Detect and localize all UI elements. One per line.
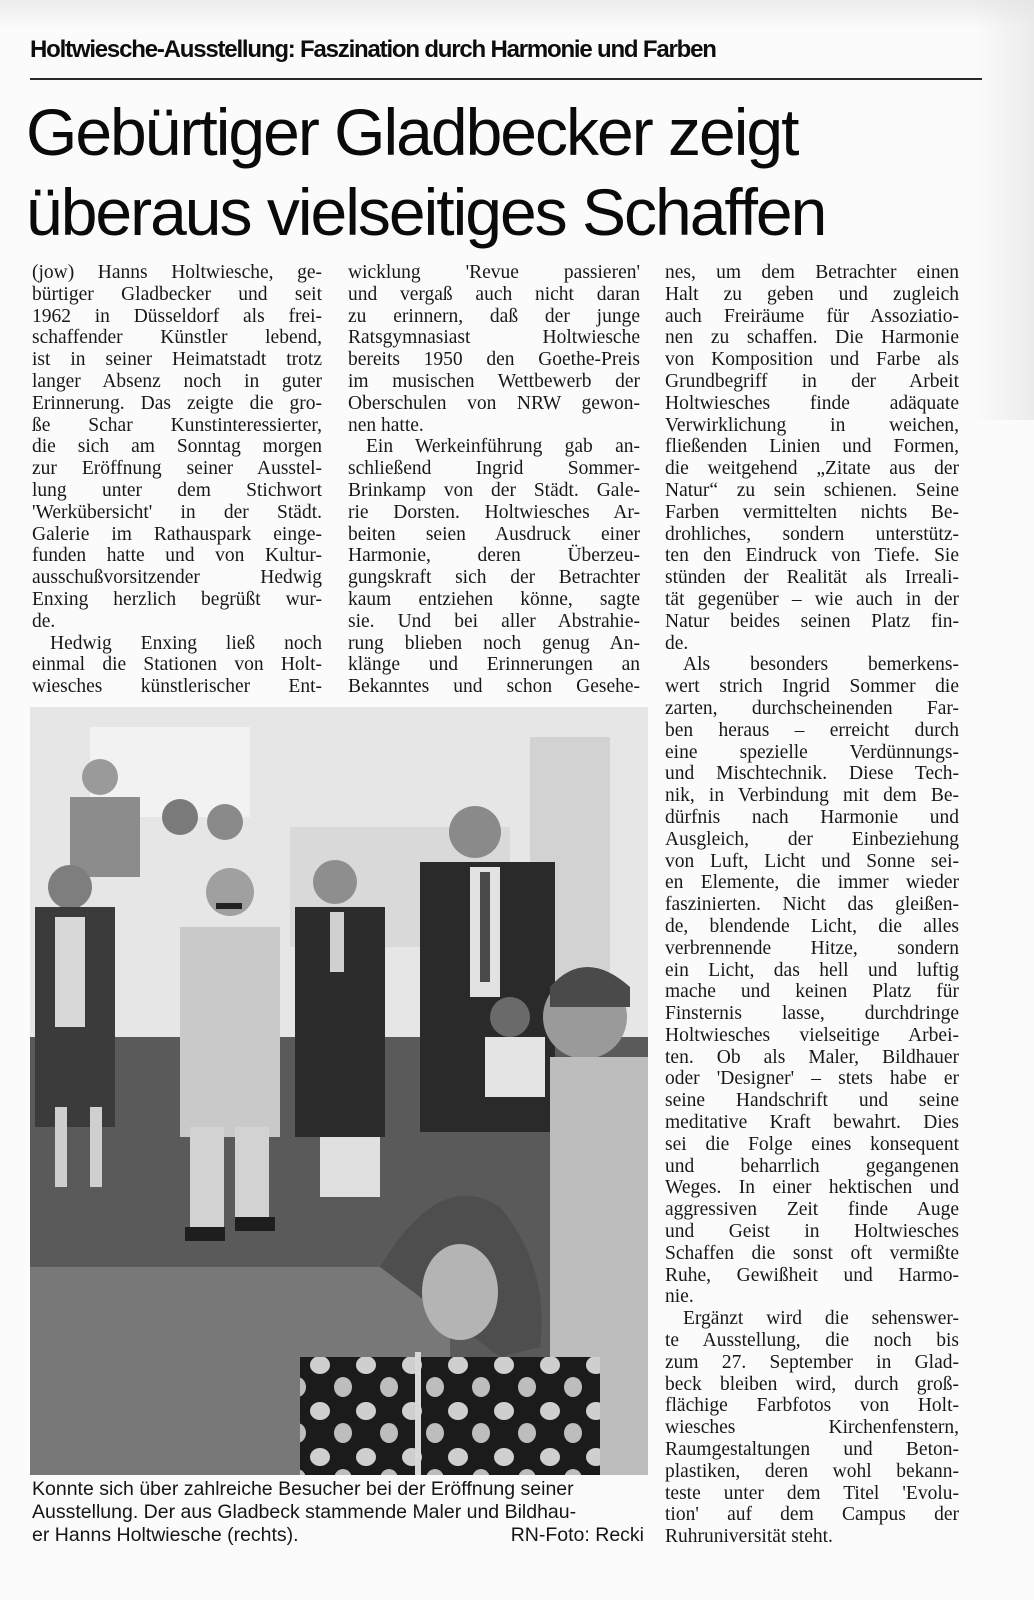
article-text-line: Verwirklichung in weichen, (665, 414, 959, 436)
article-text-line: ten den Eindruck von Tiefe. Sie (665, 545, 959, 567)
article-text-line: Harmonie, deren Überzeu- (348, 545, 640, 567)
article-text-line: die weitgehend „Zitate aus der (665, 458, 959, 480)
article-text-line: Schaffen die sonst oft vermißte (665, 1242, 959, 1264)
caption-line-2: Ausstellung. Der aus Gladbeck stammende Maler und Bildhau- (32, 1501, 577, 1523)
article-text-line: meditative Kraft bewahrt. Dies (665, 1112, 959, 1134)
article-text-line: Erinnerung. Das zeigte die gro- (32, 392, 322, 414)
article-text-line: Hedwig Enxing ließ noch (50, 632, 322, 654)
article-text-line: Ruhruniversität steht. (665, 1526, 833, 1548)
headline-line-1: Gebürtiger Gladbecker zeigt (26, 95, 798, 169)
headline-line-2: überaus vielseitiges Schaffen (26, 175, 826, 249)
article-text-line: nes, um dem Betrachter einen (665, 262, 959, 283)
caption-text: er Hanns Holtwiesche (rechts). (32, 1524, 299, 1546)
article-text-line: nik, in Verbindung mit dem Be- (665, 785, 959, 807)
article-text-line: Ruhe, Gewißheit und Harmo- (665, 1264, 959, 1286)
article-text-line: bürtiger Gladbecker und seit (32, 283, 322, 305)
article-text-line: ist in seiner Heimatstadt trotz (32, 349, 322, 371)
article-text-line: zum 27. September in Glad- (665, 1351, 959, 1373)
article-text-line: Natur beides seinen Platz fin- (665, 610, 959, 632)
article-text-line: de. (32, 610, 56, 632)
article-text-line: Holtwiesches finde adäquate (665, 392, 959, 414)
caption-line-1: Konnte sich über zahlreiche Besucher bei der Eröffnung seiner (32, 1478, 574, 1500)
article-text-line: flächige Farbfotos von Holt- (665, 1395, 959, 1417)
article-text-line: oder 'Designer' – stets habe er (665, 1068, 959, 1090)
article-text-line: 1962 in Düsseldorf als frei- (32, 305, 322, 327)
article-text-line: Ratsgymnasiast Holtwiesche (348, 327, 640, 349)
article-text-line: auch Freiräume für Assoziatio- (665, 305, 959, 327)
article-text-line: Ergänzt wird die sehenswer- (683, 1308, 959, 1330)
article-text-line: wert strich Ingrid Sommer die (665, 676, 959, 698)
article-text-line: ausschußvorsitzender Hedwig (32, 567, 322, 589)
article-text-line: Raumgestaltungen und Beton- (665, 1439, 959, 1461)
article-text-line: eine spezielle Verdünnungs- (665, 741, 959, 763)
article-text-line: seine Handschrift und seine (665, 1090, 959, 1112)
article-text-line: Finsternis lasse, durchdringe (665, 1003, 959, 1025)
article-text-line: sei die Folge eines konsequent (665, 1133, 959, 1155)
article-text-line: verbrennende Hitze, sondern (665, 937, 959, 959)
scan-shadow-top (0, 0, 1034, 28)
article-text-line: Enxing herzlich begrüßt wur- (32, 588, 322, 610)
article-text-line: wiesches Kirchenfenstern, (665, 1417, 959, 1439)
article-text-line: wiesches künstlerischer Ent- (32, 676, 322, 698)
article-text-line: Bekanntes und schon Gesehe- (348, 676, 640, 698)
article-text-line: zu erinnern, daß der junge (348, 305, 640, 327)
article-text-line: kaum entziehen könne, sagte (348, 588, 640, 610)
article-text-line: zarten, durchscheinenden Far- (665, 697, 959, 719)
article-text-line: faszinierten. Nicht das gleißen- (665, 894, 959, 916)
article-text-line: ben heraus – erreicht durch (665, 719, 959, 741)
kicker-divider (30, 78, 982, 80)
photo-credit: RN-Foto: Recki (510, 1524, 644, 1546)
article-photo (30, 707, 648, 1475)
article-text-line: nen zu schaffen. Die Harmonie (665, 327, 959, 349)
article-text-line: tion' auf dem Campus der (665, 1504, 959, 1526)
article-column-3 (665, 262, 959, 1548)
article-text-line: und vergaß auch nicht daran (348, 283, 640, 305)
article-text-line: rie Dorsten. Holtwiesches Ar- (348, 501, 640, 523)
article-text-line: stünden der Realität als Irreali- (665, 567, 959, 589)
article-text-line: en Elemente, die immer wieder (665, 872, 959, 894)
article-text-line: lung unter dem Stichwort (32, 479, 322, 501)
article-text-line: Ausgleich, der Einbeziehung (665, 828, 959, 850)
article-text-line: 'Werkübersicht' in der Städt. (32, 501, 322, 523)
article-text-line: Brinkamp von der Städt. Gale- (348, 479, 640, 501)
article-text-line: einmal die Stationen von Holt- (32, 654, 322, 676)
photo-illustration (30, 707, 648, 1475)
article-text-line: funden hatte und von Kultur- (32, 545, 322, 567)
article-text-line: beck bleiben wird, durch groß- (665, 1373, 959, 1395)
article-text-line: von Luft, Licht und Sonne sei- (665, 850, 959, 872)
article-text-line: beiten seien Ausdruck einer (348, 523, 640, 545)
article-text-line: nen hatte. (348, 414, 424, 436)
article-text-line: langer Absenz noch in guter (32, 370, 322, 392)
article-text-line: plastiken, deren wohl bekann- (665, 1460, 959, 1482)
article-text-line: ein Licht, das hell und luftig (665, 959, 959, 981)
article-text-line: Als besonders bemerkens- (683, 654, 959, 676)
article-text-line: und Mischtechnik. Diese Tech- (665, 763, 959, 785)
article-text-line: Ein Werkeinführung gab an- (366, 436, 640, 458)
article-text-line: Galerie im Rathauspark einge- (32, 523, 322, 545)
article-text-line: fließenden Linien und Formen, (665, 436, 959, 458)
article-text-line: ße Schar Kunstinteressierter, (32, 414, 322, 436)
article-text-line: von Komposition und Farbe als (665, 349, 959, 371)
article-text-line: sie. Und bei aller Abstrahie- (348, 610, 640, 632)
article-text-line: mache und keinen Platz für (665, 981, 959, 1003)
article-text-line: de, blendende Licht, die alles (665, 915, 959, 937)
article-text-line: nie. (665, 1286, 694, 1308)
article-text-line: de. (665, 632, 689, 654)
article-text-line: teste unter dem Titel 'Evolu- (665, 1482, 959, 1504)
article-text-line: die sich am Sonntag morgen (32, 436, 322, 458)
article-text-line: gungskraft sich der Betrachter (348, 567, 640, 589)
photo-caption (32, 1478, 644, 1547)
article-text-line: Grundbegriff in der Arbeit (665, 370, 959, 392)
article-column-2 (348, 262, 640, 698)
article-text-line: und Geist in Holtwiesches (665, 1221, 959, 1243)
article-text-line: tät gegenüber – wie auch in der (665, 588, 959, 610)
article-text-line: aggressiven Zeit finde Auge (665, 1199, 959, 1221)
article-text-line: schaffender Künstler lebend, (32, 327, 322, 349)
article-text-line: Natur“ zu sein schienen. Seine (665, 479, 959, 501)
article-text-line: Farben vermittelten nichts Be- (665, 501, 959, 523)
article-text-line: Oberschulen von NRW gewon- (348, 392, 640, 414)
article-text-line: klänge und Erinnerungen an (348, 654, 640, 676)
article-headline (26, 92, 986, 252)
article-text-line: schließend Ingrid Sommer- (348, 458, 640, 480)
article-text-line: Weges. In einer hektischen und (665, 1177, 959, 1199)
article-text-line: Halt zu geben und zugleich (665, 283, 959, 305)
article-column-1 (32, 262, 322, 698)
article-text-line: Holtwiesches vielseitige Arbei- (665, 1024, 959, 1046)
article-text-line: wicklung 'Revue passieren' (348, 262, 640, 283)
article-kicker: Holtwiesche-Ausstellung: Faszination durch Harmonie und Farben (30, 36, 716, 63)
article-text-line: bereits 1950 den Goethe-Preis (348, 349, 640, 371)
article-text-line: zur Eröffnung seiner Ausstel- (32, 458, 322, 480)
article-text-line: dürfnis nach Harmonie und (665, 806, 959, 828)
article-text-line: im musischen Wettbewerb der (348, 370, 640, 392)
article-text-line: ten. Ob als Maler, Bildhauer (665, 1046, 959, 1068)
article-text-line: und beharrlich gegangenen (665, 1155, 959, 1177)
article-text-line: rung blieben noch genug An- (348, 632, 640, 654)
caption-line-3 (32, 1524, 644, 1547)
article-text-line: te Ausstellung, die noch bis (665, 1330, 959, 1352)
article-text-line: (jow) Hanns Holtwiesche, ge- (32, 262, 322, 283)
article-text-line: drohliches, sondern unterstütz- (665, 523, 959, 545)
